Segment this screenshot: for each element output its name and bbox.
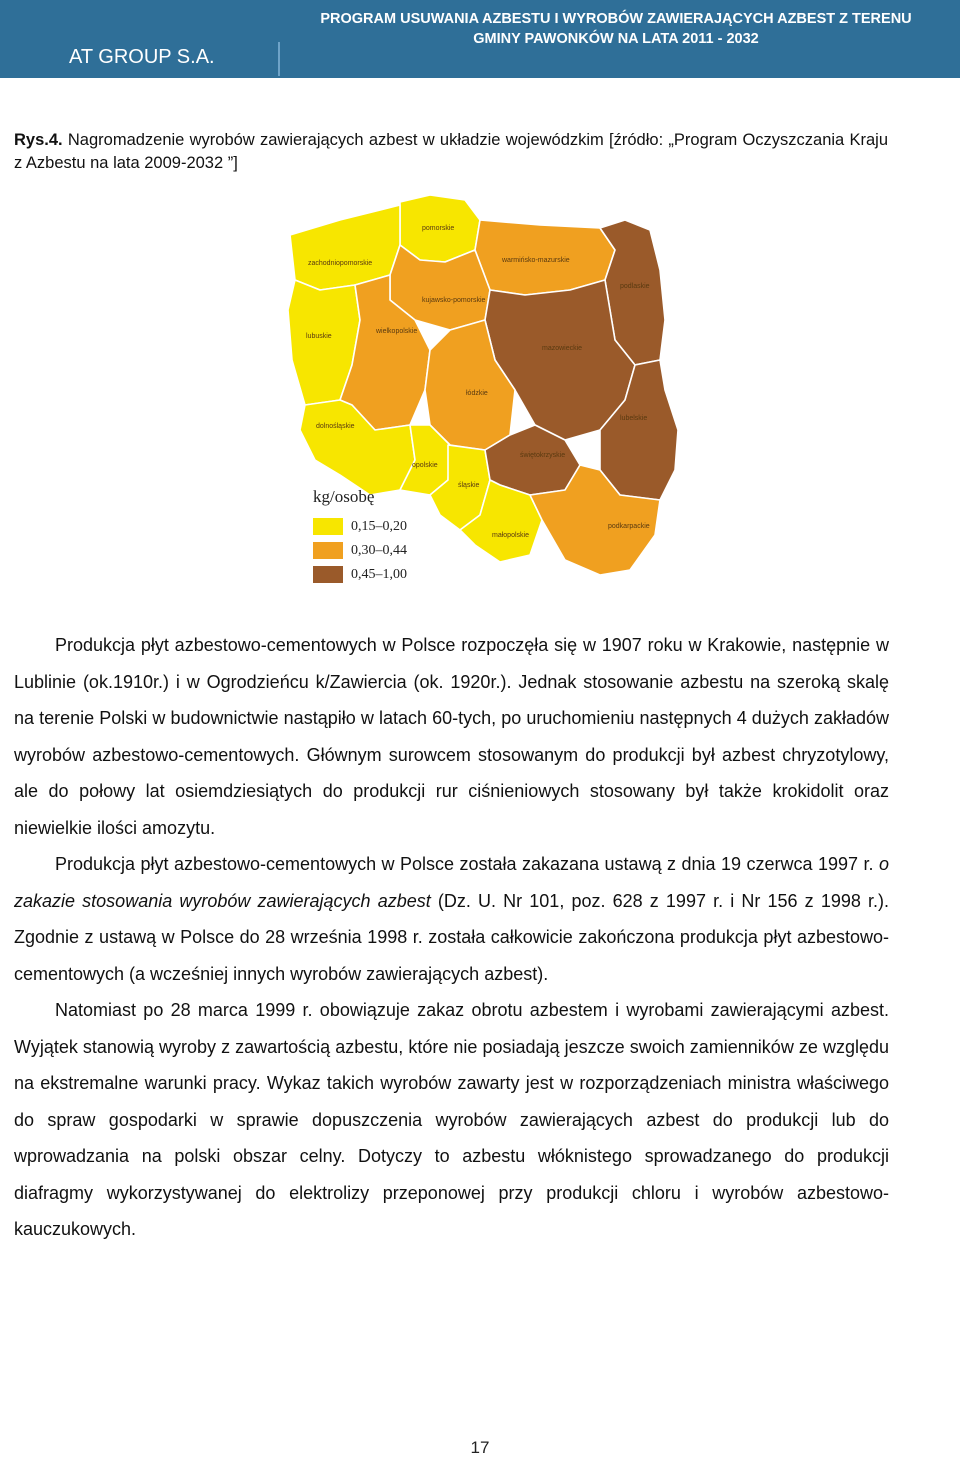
act-title: o zakazie stosowania wyrobów zawierających azbest	[14, 854, 889, 911]
label-mazowieckie: mazowieckie	[542, 345, 583, 352]
legend-label-high: 0,45–1,00	[351, 566, 407, 582]
label-lubelskie: lubelskie	[620, 415, 648, 422]
legend-item-medium	[313, 541, 407, 560]
label-podkarpackie: podkarpackie	[608, 523, 650, 530]
label-zachodniopomorskie: zachodniopomorskie	[308, 260, 373, 267]
label-kujawsko-pomorskie: kujawsko-pomorskie	[422, 297, 486, 304]
legend-item-high	[313, 565, 407, 584]
label-lodzkie: łódzkie	[466, 390, 488, 397]
label-swietokrzyskie: świętokrzyskie	[520, 452, 566, 459]
document-title-line-2: GMINY PAWONKÓW NA LATA 2011 - 2032	[473, 31, 759, 47]
document-title	[286, 9, 946, 49]
legend-swatch-high	[313, 566, 343, 583]
figure-caption-text: Nagromadzenie wyrobów zawierających azbest w układzie wojewódzkim [źródło: „Program Oczyszczania Kraju z Azbestu na lata 2009-2032 ”]	[14, 131, 888, 172]
paragraph-1: Produkcja płyt azbestowo-cementowych w Polsce rozpoczęła się w 1907 roku w Krakowie, następnie w Lublinie (ok.1910r.) i w Ogrodzieńcu k/Zawiercia (ok. 1920r.). Jednak stosowanie azbestu na szeroką skalę na terenie Polski w budownictwie nastąpiło w latach 60-tych, po uruchomieniu następnych 4 dużych zakładów wyrobów azbestowo-cementowych. Głównym surowcem stosowanym do produkcji był azbest chryzotylowy, ale do połowy lat osiemdziesiątych do produkcji rur ciśnieniowych stosowany był także krokidolit oraz niewielkie ilości amozytu.	[14, 635, 889, 838]
label-malopolskie: małopolskie	[492, 532, 529, 539]
label-lubuskie: lubuskie	[306, 333, 332, 340]
company-name: AT GROUP S.A.	[69, 46, 215, 68]
paragraph-3: Natomiast po 28 marca 1999 r. obowiązuje zakaz obrotu azbestem i wyrobami zawierającymi azbest. Wyjątek stanowią wyroby z zawartością azbestu, które nie posiadają jeszcze swoich zamienników ze względu na ekstremalne warunki pracy. Wykaz takich wyrobów zawarty jest w rozporządzeniach ministra właściwego do spraw gospodarki w sprawie dopuszczenia wyrobów zawierających azbest do produkcji lub do wprowadzania na polski obszar celny. Dotyczy to azbestu włóknistego sprowadzanego do produkcji diafragmy wykorzystywanej do elektrolizy przeponowej przy produkcji chloru i wyrobów azbestowo-kauczukowych.	[14, 1000, 889, 1239]
label-warminsko-mazurskie: warmińsko-mazurskie	[502, 257, 570, 264]
header-divider	[278, 42, 280, 76]
document-title-line-1: PROGRAM USUWANIA AZBESTU I WYROBÓW ZAWIERAJĄCYCH AZBEST Z TERENU	[320, 11, 912, 27]
paragraph-2-part-a: Produkcja płyt azbestowo-cementowych w Polsce została zakazana ustawą z dnia 19 czerwca 1997 r.	[55, 854, 879, 874]
label-podlaskie: podlaskie	[620, 283, 650, 290]
page-header	[0, 0, 960, 78]
label-dolnoslaskie: dolnośląskie	[316, 423, 355, 430]
legend-item-low	[313, 517, 407, 536]
label-pomorskie: pomorskie	[422, 225, 455, 232]
figure-caption	[14, 129, 888, 175]
label-slaskie: śląskie	[458, 482, 480, 489]
figure-caption-label: Rys.4.	[14, 131, 63, 149]
legend-label-low: 0,15–0,20	[351, 518, 407, 534]
label-opolskie: opolskie	[412, 462, 438, 469]
page-number: 17	[470, 1438, 490, 1457]
paragraph-2-part-b: (Dz. U. Nr 101, poz. 628 z 1997 r. i Nr 156 z 1998 r.). Zgodnie z ustawą w Polsce do 28 września 1998 r. została całkowicie zakończona produkcja płyt azbestowo-cementowych (a wcześniej innych wyrobów zawierających azbest).	[14, 890, 889, 984]
label-wielkopolskie: wielkopolskie	[376, 328, 418, 335]
body-text	[14, 627, 889, 1248]
legend-title: kg/osobę	[313, 487, 375, 506]
paragraph-2	[14, 846, 889, 992]
legend-swatch-low	[313, 518, 343, 535]
legend-swatch-medium	[313, 542, 343, 559]
legend-label-medium: 0,30–0,44	[351, 542, 407, 558]
